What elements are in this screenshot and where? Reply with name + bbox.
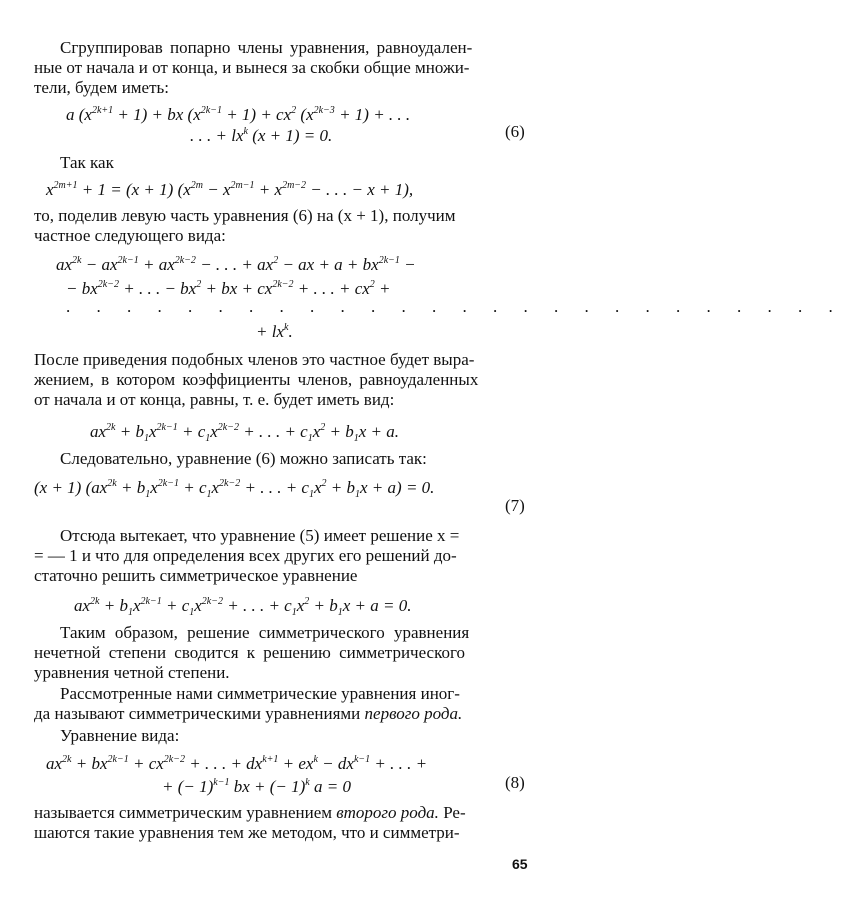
text-line: Сгруппировав попарно члены уравнения, равноудален- <box>60 38 473 57</box>
text-line: жением, в котором коэффициенты членов, равноудаленных <box>34 370 479 389</box>
equation-symmetric-form: $ax^{2k} + b_1x^{2k-1} + c_1x^{2k-2}$ + . . . + $c_1x^2 + b_1x + a$. <box>90 422 400 444</box>
dots-row: . . . . . . . . . . . . . . . . . . . . . . . . . . <box>66 297 844 316</box>
equation-6-line2: . . . + $lx^k$ (x + 1) = 0. <box>190 126 333 145</box>
text-line: то, поделив левую часть уравнения (6) на (x + 1), получим <box>34 206 456 225</box>
text-line: от начала и от конца, равны, т. е. будет иметь вид: <box>34 390 395 409</box>
text-line: шаются такие уравнения тем же методом, что и симметри- <box>34 823 460 842</box>
equation-7: (x + 1) ($ax^{2k} + b_1x^{2k-1} + c_1x^{2k-2}$ + . . . + $c_1x^2 + b_1x + a) = 0$. <box>34 478 435 500</box>
text-line: Уравнение вида: <box>60 726 180 745</box>
equation-8-line1: $ax^{2k} + bx^{2k-1} + cx^{2k-2}$ + . . . + $dx^{k+1} + ex^k - dx^{k-1}$ + . . . + <box>46 754 428 773</box>
quotient-line3: + $lx^k$. <box>256 322 293 341</box>
text-line: Следовательно, уравнение (6) можно записать так: <box>60 449 427 468</box>
text-line: После приведения подобных членов это частное будет выра- <box>34 350 475 369</box>
text-line: тели, будем иметь: <box>34 78 169 97</box>
italic-term: второго рода. <box>336 803 439 822</box>
equation-8-line2: + (− 1)$^{k-1}$ bx + (− 1)$^k$ a = 0 <box>162 777 351 796</box>
quotient-line1: $ax^{2k} - ax^{2k-1} + ax^{2k-2}$ − . . . + $ax^2$ − ax + $a + bx^{2k-1}$ − <box>56 255 416 274</box>
text-line: Отсюда вытекает, что уравнение (5) имеет решение x = <box>60 526 460 545</box>
page-number: 65 <box>512 856 528 872</box>
text-span: да называют симметрическими уравнениями <box>34 704 361 723</box>
text-line <box>34 704 462 724</box>
equation-number-8: (8) <box>505 773 525 792</box>
text-line: Так как <box>60 153 114 172</box>
text-span: называется симметрическим уравнением <box>34 803 333 822</box>
text-line: уравнения четной степени. <box>34 663 230 682</box>
text-line: = — 1 и что для определения всех других его решений до- <box>34 546 457 565</box>
equation-symmetric-even: $ax^{2k} + b_1x^{2k-1} + c_1x^{2k-2}$ + . . . + $c_1x^2 + b_1x + a = 0$. <box>74 596 412 618</box>
text-line: частное следующего вида: <box>34 226 226 245</box>
text-line: ные от начала и от конца, и вынеся за скобки общие множи- <box>34 58 470 77</box>
equation-factorization: $x^{2m+1} + 1 = (x + 1) (x^{2m} - x^{2m-1} + x^{2m-2}$ − . . . − x + 1), <box>46 180 414 199</box>
text-line <box>34 803 466 823</box>
text-line: нечетной степени сводится к решению симметрического <box>34 643 466 662</box>
equation-6-line1: a $(x^{2k+1} + 1)$ + bx $(x^{2k-1} + 1) + cx^2$ $(x^{2k-3} + 1)$ + . . . <box>66 105 411 124</box>
text-line: Рассмотренные нами симметрические уравнения иног- <box>60 684 460 703</box>
quotient-line2: − $bx^{2k-2}$ + . . . − $bx^2$ + bx + $cx^{2k-2}$ + . . . + $cx^2$ + <box>66 279 391 298</box>
italic-term: первого рода. <box>364 704 463 723</box>
text-line: Таким образом, решение симметрического уравнения <box>60 623 470 642</box>
equation-number-6: (6) <box>505 122 525 141</box>
text-span: Ре- <box>443 803 466 822</box>
equation-number-7: (7) <box>505 496 525 515</box>
text-line: статочно решить симметрическое уравнение <box>34 566 358 585</box>
